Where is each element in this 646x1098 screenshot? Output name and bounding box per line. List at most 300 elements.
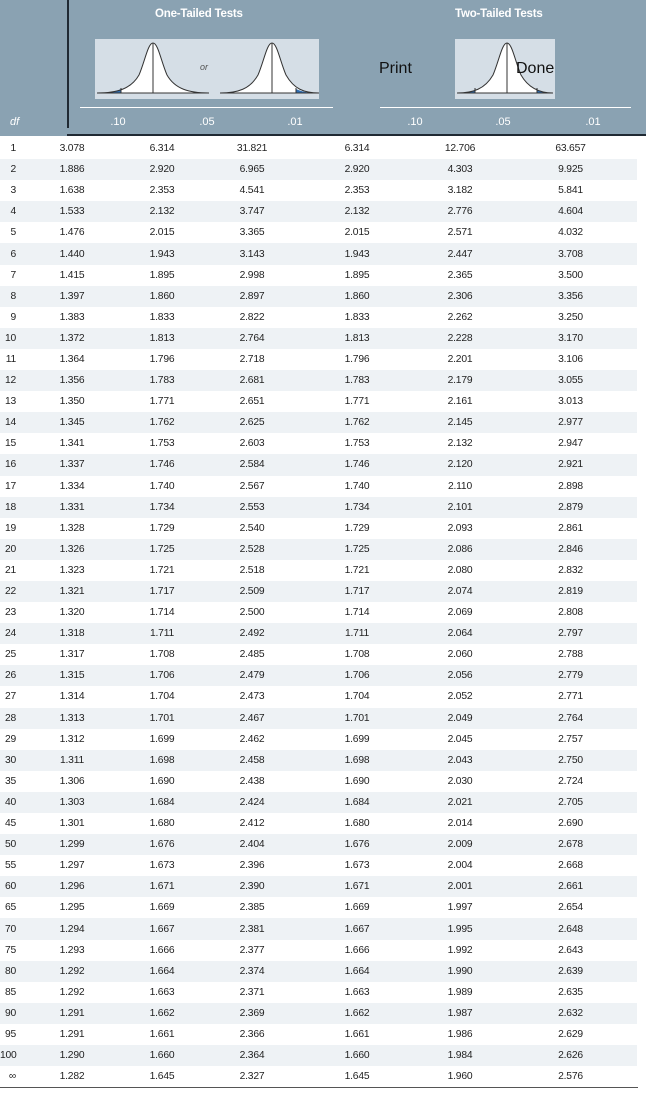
value-cell: 1.662 [118, 1003, 206, 1024]
df-cell: 5 [10, 227, 16, 239]
table-row [0, 897, 637, 918]
value-cell: 3.170 [504, 328, 637, 349]
df-cell: 90 [0, 1003, 26, 1024]
df-cell: 18 [0, 497, 26, 518]
df-cell: 65 [4, 902, 16, 914]
value-cell: 1.740 [149, 480, 175, 492]
value-cell: 1.701 [118, 708, 206, 729]
value-cell: 2.353 [149, 185, 175, 197]
value-cell: 1.717 [118, 581, 206, 602]
df-cell: 29 [4, 733, 16, 745]
table-body [0, 138, 637, 1087]
value-cell: 1.303 [26, 792, 118, 813]
value-cell: 1.669 [149, 902, 175, 914]
value-cell: 1.704 [149, 691, 175, 703]
value-cell: 2.861 [558, 522, 583, 534]
value-cell: 1.762 [298, 412, 416, 433]
df-cell: 28 [0, 708, 26, 729]
value-cell: 2.654 [558, 902, 583, 914]
value-cell: 1.714 [344, 607, 370, 619]
value-cell: 2.424 [206, 792, 298, 813]
value-cell: 2.327 [239, 1071, 265, 1083]
value-cell: 1.664 [118, 961, 206, 982]
value-cell: 1.997 [447, 902, 473, 914]
table-row [0, 602, 637, 623]
value-cell: 1.860 [118, 286, 206, 307]
table-row [0, 876, 637, 897]
table-row [0, 918, 637, 939]
value-cell: 2.080 [447, 564, 473, 576]
value-cell: 1.680 [149, 818, 175, 830]
print-button[interactable]: Print [379, 60, 412, 77]
value-cell: 4.032 [558, 227, 583, 239]
value-cell: 1.813 [298, 328, 416, 349]
value-cell: 1.833 [344, 311, 370, 323]
value-cell: 1.701 [298, 708, 416, 729]
value-cell: 2.779 [504, 665, 637, 686]
value-cell: 1.356 [26, 370, 118, 391]
table-header [0, 0, 646, 136]
value-cell: 2.001 [416, 876, 504, 897]
table-row [0, 539, 637, 560]
value-cell: 1.296 [26, 876, 118, 897]
value-cell: 2.567 [239, 480, 265, 492]
value-cell: 1.317 [59, 649, 85, 661]
value-cell: 1.762 [118, 412, 206, 433]
value-cell: 2.086 [416, 539, 504, 560]
value-cell: 2.920 [298, 159, 416, 180]
value-cell: 1.704 [344, 691, 370, 703]
table-row [0, 708, 637, 729]
value-cell: 1.673 [344, 860, 370, 872]
table-row [0, 138, 637, 159]
value-cell: 1.673 [149, 860, 175, 872]
value-cell: 1.645 [344, 1071, 370, 1083]
value-cell: 2.120 [416, 454, 504, 475]
value-cell: 1.725 [118, 539, 206, 560]
value-cell: 1.746 [298, 454, 416, 475]
value-cell: 2.626 [504, 1045, 637, 1066]
value-cell: 2.635 [558, 986, 583, 998]
value-cell: 1.796 [149, 353, 175, 365]
value-cell: 2.819 [504, 581, 637, 602]
table-row [0, 1024, 637, 1045]
value-cell: 1.290 [26, 1045, 118, 1066]
value-cell: 1.318 [26, 623, 118, 644]
value-cell: 2.528 [206, 539, 298, 560]
one-tailed-title: One-Tailed Tests [155, 8, 243, 20]
table-row [0, 560, 637, 581]
df-cell: 23 [4, 607, 16, 619]
value-cell: 6.314 [149, 143, 175, 155]
table-row [0, 370, 637, 391]
value-cell: 2.412 [239, 818, 265, 830]
value-cell: 1.771 [149, 396, 175, 408]
value-cell: 2.462 [239, 733, 265, 745]
value-cell: 2.898 [558, 480, 583, 492]
value-cell: 1.984 [416, 1045, 504, 1066]
value-cell: 31.821 [236, 143, 268, 155]
value-cell: 1.383 [59, 311, 85, 323]
table-row [0, 1066, 637, 1087]
value-cell: 2.015 [344, 227, 370, 239]
value-cell: 2.015 [149, 227, 175, 239]
value-cell: 1.684 [298, 792, 416, 813]
value-cell: 1.645 [149, 1071, 175, 1083]
value-cell: 2.009 [416, 834, 504, 855]
value-cell: 1.706 [298, 665, 416, 686]
or-label: or [200, 62, 209, 72]
value-cell: 1.397 [26, 286, 118, 307]
table-row [0, 771, 637, 792]
value-cell: 1.660 [298, 1045, 416, 1066]
table-row [0, 349, 637, 370]
value-cell: 2.064 [416, 623, 504, 644]
value-cell: 2.377 [239, 944, 265, 956]
value-cell: 2.479 [206, 665, 298, 686]
value-cell: 1.663 [149, 986, 175, 998]
value-cell: 5.841 [558, 185, 583, 197]
value-cell: 6.314 [344, 143, 370, 155]
table-row [0, 286, 637, 307]
value-cell: 2.750 [504, 750, 637, 771]
df-cell: 4 [0, 201, 26, 222]
df-cell: 70 [0, 918, 26, 939]
df-cell: 3 [10, 185, 16, 197]
value-cell: 1.995 [416, 918, 504, 939]
value-cell: 2.629 [558, 1028, 583, 1040]
value-cell: 1.662 [298, 1003, 416, 1024]
value-cell: 1.341 [59, 438, 85, 450]
col-one-01: .01 [287, 116, 303, 128]
value-cell: 1.753 [344, 438, 370, 450]
table-row [0, 265, 637, 286]
value-cell: 1.282 [59, 1071, 85, 1083]
df-cell: 10 [0, 328, 26, 349]
col-one-10: .10 [110, 116, 126, 128]
value-cell: 1.666 [149, 944, 175, 956]
value-cell: 2.060 [447, 649, 473, 661]
value-cell: 3.250 [558, 311, 583, 323]
value-cell: 2.492 [206, 623, 298, 644]
value-cell: 1.312 [59, 733, 85, 745]
value-cell: 2.030 [447, 775, 473, 787]
value-cell: 1.714 [149, 607, 175, 619]
value-cell: 2.364 [206, 1045, 298, 1066]
value-cell: 12.706 [444, 143, 476, 155]
value-cell: 1.989 [447, 986, 473, 998]
value-cell: 3.106 [558, 353, 583, 365]
table-row [0, 518, 637, 539]
value-cell: 1.992 [447, 944, 473, 956]
df-cell: 15 [4, 438, 16, 450]
right-tail-curve-icon [220, 39, 319, 99]
value-cell: 1.291 [59, 1028, 85, 1040]
value-cell: 2.690 [558, 818, 583, 830]
value-cell: 2.648 [504, 918, 637, 939]
table-row [0, 180, 637, 201]
value-cell: 2.262 [447, 311, 473, 323]
value-cell: 1.943 [298, 243, 416, 264]
value-cell: 1.320 [59, 607, 85, 619]
df-cell: 80 [0, 961, 26, 982]
value-cell: 2.467 [206, 708, 298, 729]
value-cell: 1.533 [26, 201, 118, 222]
value-cell: 1.292 [26, 961, 118, 982]
value-cell: 3.013 [558, 396, 583, 408]
value-cell: 1.334 [59, 480, 85, 492]
value-cell: 1.293 [59, 944, 85, 956]
value-cell: 1.734 [298, 497, 416, 518]
value-cell: 1.372 [26, 328, 118, 349]
df-cell: 17 [4, 480, 16, 492]
value-cell: 2.004 [447, 860, 473, 872]
value-cell: 2.977 [504, 412, 637, 433]
value-cell: 2.045 [447, 733, 473, 745]
table-row [0, 433, 637, 454]
value-cell: 2.757 [558, 733, 583, 745]
value-cell: 1.669 [344, 902, 370, 914]
value-cell: 2.797 [504, 623, 637, 644]
value-cell: 2.110 [447, 480, 472, 492]
df-cell: 85 [4, 986, 16, 998]
value-cell: 2.897 [206, 286, 298, 307]
value-cell: 2.764 [504, 708, 637, 729]
value-cell: 1.311 [26, 750, 118, 771]
table-row [0, 686, 637, 707]
value-cell: 2.052 [447, 691, 473, 703]
value-cell: 2.353 [344, 185, 370, 197]
table-row [0, 750, 637, 771]
value-cell: 1.292 [59, 986, 85, 998]
table-row [0, 454, 637, 475]
value-cell: 1.331 [26, 497, 118, 518]
value-cell: 1.943 [118, 243, 206, 264]
value-cell: 4.604 [504, 201, 637, 222]
df-cell: 30 [0, 750, 26, 771]
value-cell: 2.651 [239, 396, 265, 408]
table-row [0, 855, 637, 876]
header-divider-line [67, 0, 69, 128]
table-row [0, 307, 637, 328]
value-cell: 1.661 [344, 1028, 370, 1040]
value-cell: 1.860 [298, 286, 416, 307]
value-cell: 1.663 [344, 986, 370, 998]
value-cell: 2.625 [206, 412, 298, 433]
df-cell: 13 [4, 396, 16, 408]
df-cell: 1 [10, 143, 16, 155]
df-cell: 55 [4, 860, 16, 872]
value-cell: 3.055 [504, 370, 637, 391]
value-cell: 1.294 [26, 918, 118, 939]
header-bottom-border [67, 134, 646, 136]
df-cell: 8 [0, 286, 26, 307]
value-cell: 1.326 [26, 539, 118, 560]
value-cell: 1.783 [298, 370, 416, 391]
df-cell: 12 [0, 370, 26, 391]
value-cell: 2.571 [447, 227, 473, 239]
value-cell: 1.345 [26, 412, 118, 433]
value-cell: 1.297 [59, 860, 85, 872]
value-cell: 2.705 [504, 792, 637, 813]
table-row [0, 834, 637, 855]
table-row [0, 961, 637, 982]
value-cell: 1.796 [344, 353, 370, 365]
value-cell: 1.315 [26, 665, 118, 686]
value-cell: 2.639 [504, 961, 637, 982]
value-cell: 1.886 [26, 159, 118, 180]
value-cell: 2.920 [118, 159, 206, 180]
value-cell: 3.747 [206, 201, 298, 222]
col-two-10: .10 [407, 116, 423, 128]
table-row [0, 581, 637, 602]
df-cell: 14 [0, 412, 26, 433]
value-cell: 2.132 [298, 201, 416, 222]
one-tailed-rule [80, 107, 333, 108]
value-cell: 3.356 [504, 286, 637, 307]
value-cell: 1.711 [298, 623, 416, 644]
value-cell: 2.788 [558, 649, 583, 661]
value-cell: 1.661 [149, 1028, 175, 1040]
value-cell: 1.328 [59, 522, 85, 534]
value-cell: 4.541 [239, 185, 265, 197]
value-cell: 2.132 [447, 438, 473, 450]
value-cell: 1.708 [149, 649, 175, 661]
table-row [0, 665, 637, 686]
value-cell: 1.783 [118, 370, 206, 391]
df-cell: 21 [4, 564, 16, 576]
value-cell: 1.987 [416, 1003, 504, 1024]
value-cell: 1.960 [447, 1071, 473, 1083]
table-row [0, 497, 637, 518]
value-cell: 2.485 [239, 649, 265, 661]
value-cell: 2.776 [416, 201, 504, 222]
value-cell: 1.676 [298, 834, 416, 855]
value-cell: 2.021 [416, 792, 504, 813]
value-cell: 2.404 [206, 834, 298, 855]
df-cell: 60 [0, 876, 26, 897]
value-cell: 1.440 [26, 243, 118, 264]
value-cell: 2.381 [206, 918, 298, 939]
done-button[interactable]: Done [516, 60, 555, 77]
value-cell: 2.584 [206, 454, 298, 475]
value-cell: 1.753 [149, 438, 175, 450]
value-cell: 1.721 [149, 564, 175, 576]
value-cell: 1.638 [59, 185, 85, 197]
value-cell: 1.299 [26, 834, 118, 855]
value-cell: 2.438 [239, 775, 265, 787]
value-cell: 3.078 [59, 143, 85, 155]
value-cell: 1.667 [118, 918, 206, 939]
value-cell: 2.718 [239, 353, 265, 365]
value-cell: 1.306 [59, 775, 85, 787]
value-cell: 1.323 [59, 564, 85, 576]
value-cell: 2.366 [239, 1028, 265, 1040]
value-cell: 1.729 [344, 522, 370, 534]
value-cell: 1.415 [59, 269, 85, 281]
value-cell: 2.396 [239, 860, 265, 872]
table-row [0, 201, 637, 222]
table-row [0, 813, 637, 834]
value-cell: 2.228 [416, 328, 504, 349]
value-cell: 1.314 [59, 691, 85, 703]
value-cell: 2.822 [239, 311, 265, 323]
value-cell: 1.671 [118, 876, 206, 897]
value-cell: 1.895 [149, 269, 175, 281]
value-cell: 6.965 [206, 159, 298, 180]
value-cell: 1.706 [118, 665, 206, 686]
df-cell: 2 [0, 159, 26, 180]
value-cell: 1.895 [344, 269, 370, 281]
value-cell: 2.161 [447, 396, 473, 408]
value-cell: 1.699 [149, 733, 175, 745]
df-cell: 25 [4, 649, 16, 661]
df-cell: 50 [0, 834, 26, 855]
value-cell: 1.729 [149, 522, 175, 534]
value-cell: 2.069 [447, 607, 473, 619]
value-cell: 1.698 [118, 750, 206, 771]
value-cell: 1.476 [59, 227, 85, 239]
table-row [0, 1003, 637, 1024]
value-cell: 1.725 [298, 539, 416, 560]
table-row [0, 644, 637, 665]
value-cell: 1.364 [59, 353, 85, 365]
value-cell: 2.643 [558, 944, 583, 956]
df-cell: 19 [4, 522, 16, 534]
value-cell: 2.500 [239, 607, 265, 619]
value-cell: 2.668 [558, 860, 583, 872]
value-cell: 2.998 [239, 269, 265, 281]
value-cell: 1.833 [149, 311, 175, 323]
value-cell: 1.676 [118, 834, 206, 855]
value-cell: 2.365 [447, 269, 473, 281]
value-cell: 1.990 [416, 961, 504, 982]
value-cell: 2.043 [416, 750, 504, 771]
col-one-05: .05 [199, 116, 215, 128]
df-cell: 16 [0, 454, 26, 475]
df-cell: 6 [0, 243, 26, 264]
value-cell: 1.684 [118, 792, 206, 813]
df-column-header: df [10, 116, 20, 128]
value-cell: 9.925 [504, 159, 637, 180]
value-cell: 2.771 [558, 691, 583, 703]
table-row [0, 940, 637, 961]
value-cell: 2.879 [504, 497, 637, 518]
value-cell: 2.014 [447, 818, 473, 830]
t-distribution-table [0, 138, 646, 1087]
two-tailed-title: Two-Tailed Tests [455, 8, 543, 20]
value-cell: 2.093 [447, 522, 473, 534]
table-row [0, 982, 637, 1003]
value-cell: 2.553 [206, 497, 298, 518]
two-tailed-rule [380, 107, 631, 108]
value-cell: 1.690 [149, 775, 175, 787]
df-cell: 26 [0, 665, 26, 686]
df-cell: 40 [0, 792, 26, 813]
col-two-05: .05 [495, 116, 511, 128]
value-cell: 1.350 [59, 396, 85, 408]
value-cell: 2.132 [118, 201, 206, 222]
df-cell: 20 [0, 539, 26, 560]
value-cell: 2.518 [239, 564, 265, 576]
value-cell: 1.664 [298, 961, 416, 982]
df-cell: 35 [4, 775, 16, 787]
value-cell: 1.301 [59, 818, 85, 830]
value-cell: 3.500 [558, 269, 583, 281]
value-cell: 2.846 [504, 539, 637, 560]
value-cell: 1.666 [344, 944, 370, 956]
value-cell: 2.145 [416, 412, 504, 433]
